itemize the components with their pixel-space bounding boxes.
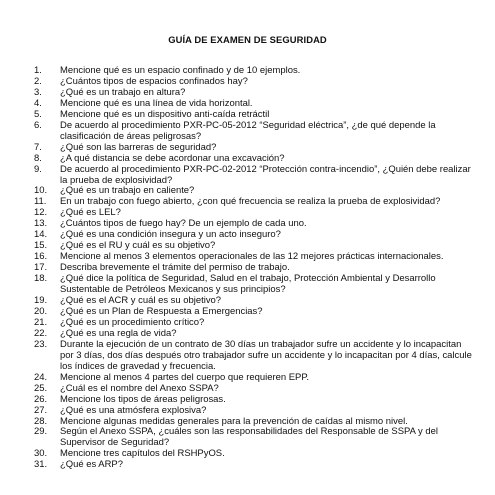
question-text: ¿A qué distancia se debe acordonar una excavación? (60, 152, 285, 164)
question-number: 18. (34, 273, 48, 285)
question-number: 19. (34, 295, 48, 307)
question-number: 22. (34, 327, 48, 339)
question-number: 28. (34, 415, 48, 427)
question-number: 20. (34, 305, 48, 317)
question-item (34, 154, 472, 165)
question-text: Mencione algunas medidas generales para la prevención de caídas al mismo nivel. (60, 415, 408, 427)
question-text: ¿Qué dice la política de Seguridad, Salud en el trabajo, Protección Ambiental y Desarrollo Sustentable de Petróleos Mexicanos y sus principios? (60, 273, 436, 296)
question-number: 8. (34, 152, 42, 164)
question-text: ¿Qué es un trabajo en altura? (60, 86, 186, 98)
question-item (34, 460, 472, 471)
question-item (34, 406, 472, 417)
question-number: 14. (34, 229, 48, 241)
question-text: Mencione tres capítulos del RSHPyOS. (60, 448, 225, 460)
question-text: Describa brevemente el trámite del permiso de trabajo. (60, 262, 290, 274)
question-text: ¿Qué es un Plan de Respuesta a Emergencias? (60, 305, 263, 317)
question-item (34, 340, 472, 373)
question-number: 12. (34, 207, 48, 219)
question-item (34, 395, 472, 406)
question-number: 3. (34, 86, 42, 98)
question-number: 1. (34, 65, 42, 76)
question-number: 6. (34, 119, 42, 131)
question-number: 26. (34, 393, 48, 405)
question-text: Mencione qué es un espacio confinado y de 10 ejemplos. (60, 65, 301, 76)
question-item (34, 384, 472, 395)
question-text: ¿Qué es un trabajo en caliente? (60, 185, 195, 197)
question-text: Durante la ejecución de un contrato de 30 días un trabajador sufre un accidente y lo incapacitan por 3 días, dos días después otro trabajador sufre un accidente y lo incapacitan por 4 días, calcule los índices de gravedad y frecuencia. (60, 338, 472, 372)
question-number: 13. (34, 218, 48, 230)
question-number: 15. (34, 240, 48, 252)
question-text: De acuerdo al procedimiento PXR-PC-02-2012 “Protección contra-incendio”, ¿Quién debe realizar la prueba de explosividad? (60, 163, 471, 186)
question-text: ¿Cuál es el nombre del Anexo SSPA? (60, 382, 219, 394)
question-text: ¿Qué es ARP? (60, 459, 123, 471)
question-number: 7. (34, 141, 42, 153)
question-number: 23. (34, 338, 48, 350)
question-number: 21. (34, 316, 48, 328)
question-number: 5. (34, 108, 42, 120)
question-text: ¿Qué es una regla de vida? (60, 327, 177, 339)
question-list (34, 66, 472, 471)
question-text: En un trabajo con fuego abierto, ¿con qué frecuencia se realiza la prueba de explosividad? (60, 196, 441, 208)
question-item (34, 373, 472, 384)
question-number: 4. (34, 97, 42, 109)
question-text: ¿Qué es LEL? (60, 207, 121, 219)
question-item (34, 274, 472, 296)
question-number: 30. (34, 448, 48, 460)
question-item (34, 121, 472, 143)
question-text: ¿Qué es una atmósfera explosiva? (60, 404, 207, 416)
question-text: De acuerdo al procedimiento PXR-PC-05-2012 “Seguridad eléctrica”, ¿de qué depende la clasificación de áreas peligrosas? (60, 119, 436, 142)
question-text: ¿Qué es el ACR y cuál es su objetivo? (60, 295, 222, 307)
question-text: Mencione qué es un dispositivo anti-caída retráctil (60, 108, 270, 120)
question-text: ¿Cuántos tipos de fuego hay? De un ejemplo de cada uno. (60, 218, 307, 230)
question-number: 16. (34, 251, 48, 263)
question-number: 11. (34, 196, 47, 208)
question-number: 10. (34, 185, 48, 197)
question-number: 9. (34, 163, 42, 175)
question-text: Mencione los tipos de áreas peligrosas. (60, 393, 226, 405)
question-text: ¿Qué es el RU y cuál es su objetivo? (60, 240, 216, 252)
question-text: Según el Anexo SSPA, ¿cuáles son las responsabilidades del Responsable de SSPA y del Supervisor de Seguridad? (60, 426, 438, 449)
question-text: Mencione al menos 3 elementos operacionales de las 12 mejores prácticas internacionales. (60, 251, 444, 263)
question-text: ¿Cuántos tipos de espacios confinados hay? (60, 75, 248, 87)
question-text: Mencione al menos 4 partes del cuerpo que requieren EPP. (60, 371, 310, 383)
question-number: 24. (34, 371, 48, 383)
question-number: 17. (34, 262, 48, 274)
question-number: 29. (34, 426, 48, 438)
question-item (34, 427, 472, 449)
question-item (34, 143, 472, 154)
question-text: ¿Qué son las barreras de seguridad? (60, 141, 217, 153)
document-title: GUÍA DE EXAMEN DE SEGURIDAD (168, 34, 327, 45)
question-number: 25. (34, 382, 48, 394)
question-text: ¿Qué es una condición insegura y un acto inseguro? (60, 229, 281, 241)
question-number: 2. (34, 75, 42, 87)
question-item (34, 165, 472, 187)
question-text: Mencione qué es una línea de vida horizontal. (60, 97, 253, 109)
question-number: 27. (34, 404, 48, 416)
question-text: ¿Qué es un procedimiento crítico? (60, 316, 205, 328)
question-number: 31. (34, 459, 48, 471)
